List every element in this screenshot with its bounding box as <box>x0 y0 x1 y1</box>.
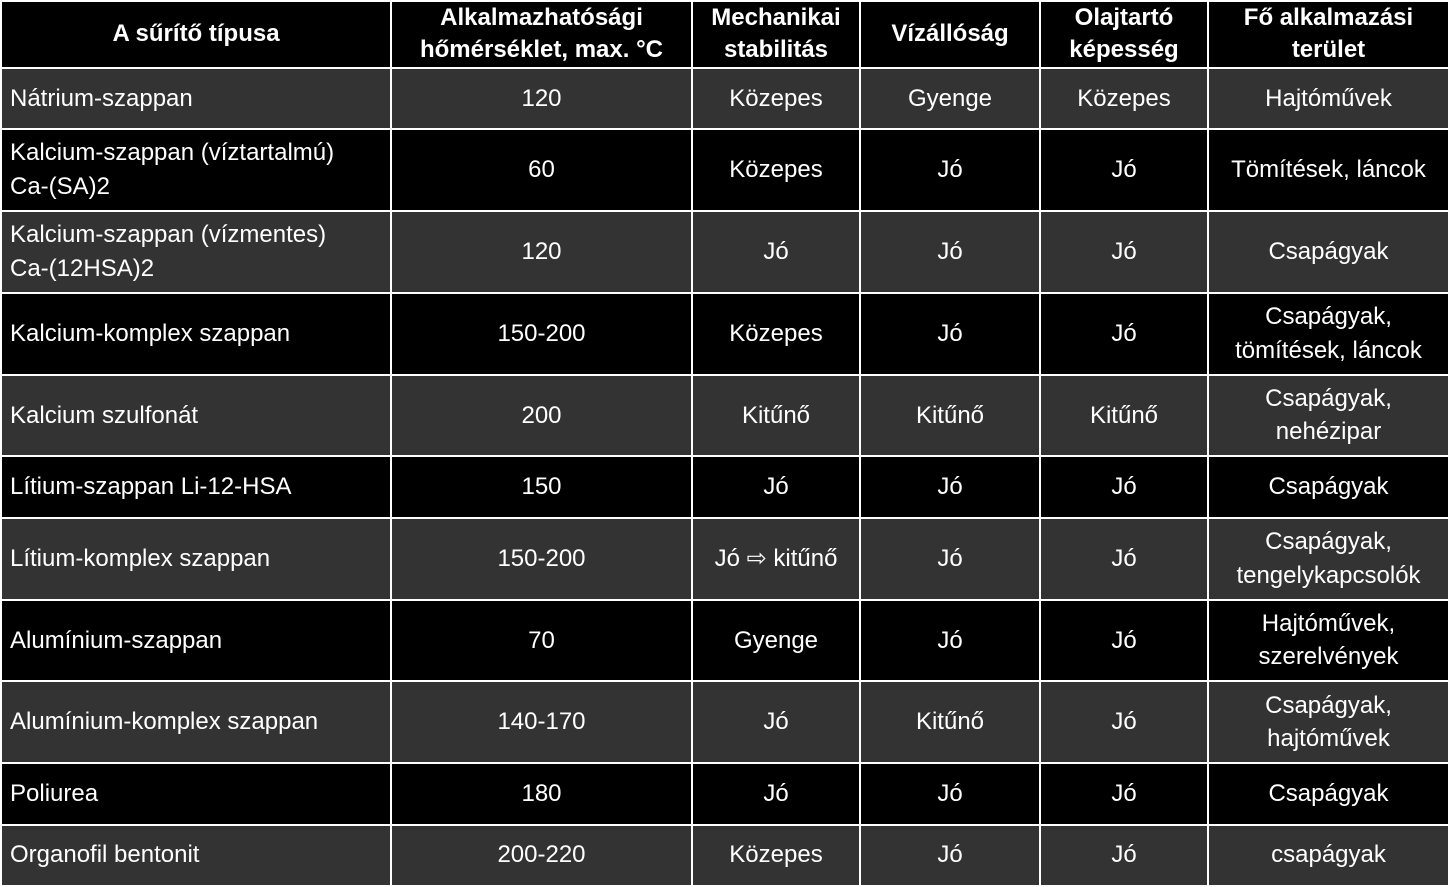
cell-thickener-type: Organofil bentonit <box>1 825 391 886</box>
cell-water-resistance: Jó <box>860 211 1040 293</box>
table-row <box>1 211 1448 293</box>
table-row <box>1 456 1448 517</box>
table-row <box>1 293 1448 375</box>
cell-max-temperature: 120 <box>391 211 692 293</box>
cell-main-application: Csapágyak, hajtóművek <box>1208 681 1448 763</box>
cell-mechanical-stability: Jó ⇨ kitűnő <box>692 518 860 600</box>
header-cell-max-temperature: Alkalmazhatósági hőmérséklet, max. °C <box>391 1 692 68</box>
cell-main-application: Csapágyak <box>1208 211 1448 293</box>
cell-oil-retention: Jó <box>1040 129 1208 211</box>
cell-main-application: Csapágyak <box>1208 456 1448 517</box>
cell-max-temperature: 150 <box>391 456 692 517</box>
cell-mechanical-stability: Jó <box>692 681 860 763</box>
cell-max-temperature: 60 <box>391 129 692 211</box>
cell-main-application: Hajtóművek <box>1208 68 1448 129</box>
cell-oil-retention: Jó <box>1040 763 1208 824</box>
cell-thickener-type: Lítium-komplex szappan <box>1 518 391 600</box>
cell-max-temperature: 180 <box>391 763 692 824</box>
cell-water-resistance: Gyenge <box>860 68 1040 129</box>
cell-main-application: Csapágyak, tengelykapcsolók <box>1208 518 1448 600</box>
cell-oil-retention: Jó <box>1040 600 1208 682</box>
cell-oil-retention: Jó <box>1040 293 1208 375</box>
header-cell-main-application: Fő alkalmazási terület <box>1208 1 1448 68</box>
header-cell-oil-retention: Olajtartó képesség <box>1040 1 1208 68</box>
cell-mechanical-stability: Közepes <box>692 68 860 129</box>
cell-thickener-type: Kalcium-szappan (vízmentes) Ca-(12HSA)2 <box>1 211 391 293</box>
cell-oil-retention: Közepes <box>1040 68 1208 129</box>
cell-thickener-type: Nátrium-szappan <box>1 68 391 129</box>
table-row <box>1 129 1448 211</box>
cell-mechanical-stability: Közepes <box>692 293 860 375</box>
cell-mechanical-stability: Közepes <box>692 129 860 211</box>
table-row <box>1 600 1448 682</box>
cell-max-temperature: 200-220 <box>391 825 692 886</box>
cell-water-resistance: Jó <box>860 825 1040 886</box>
cell-mechanical-stability: Kitűnő <box>692 375 860 457</box>
table-row <box>1 518 1448 600</box>
cell-max-temperature: 120 <box>391 68 692 129</box>
cell-oil-retention: Jó <box>1040 518 1208 600</box>
cell-thickener-type: Kalcium-komplex szappan <box>1 293 391 375</box>
cell-water-resistance: Jó <box>860 456 1040 517</box>
cell-water-resistance: Jó <box>860 293 1040 375</box>
cell-oil-retention: Jó <box>1040 456 1208 517</box>
table-row <box>1 681 1448 763</box>
cell-oil-retention: Jó <box>1040 681 1208 763</box>
cell-main-application: Csapágyak, tömítések, láncok <box>1208 293 1448 375</box>
cell-mechanical-stability: Jó <box>692 456 860 517</box>
cell-water-resistance: Kitűnő <box>860 681 1040 763</box>
cell-oil-retention: Kitűnő <box>1040 375 1208 457</box>
cell-thickener-type: Lítium-szappan Li-12-HSA <box>1 456 391 517</box>
cell-mechanical-stability: Gyenge <box>692 600 860 682</box>
cell-water-resistance: Kitűnő <box>860 375 1040 457</box>
table-row <box>1 763 1448 824</box>
table-row <box>1 375 1448 457</box>
cell-water-resistance: Jó <box>860 518 1040 600</box>
header-cell-thickener-type: A sűrítő típusa <box>1 1 391 68</box>
cell-main-application: Hajtóművek, szerelvények <box>1208 600 1448 682</box>
cell-main-application: Tömítések, láncok <box>1208 129 1448 211</box>
cell-mechanical-stability: Jó <box>692 211 860 293</box>
table-row <box>1 825 1448 886</box>
cell-water-resistance: Jó <box>860 600 1040 682</box>
cell-max-temperature: 140-170 <box>391 681 692 763</box>
cell-mechanical-stability: Közepes <box>692 825 860 886</box>
cell-main-application: Csapágyak, nehézipar <box>1208 375 1448 457</box>
cell-thickener-type: Alumínium-szappan <box>1 600 391 682</box>
cell-thickener-type: Kalcium-szappan (víztartalmú) Ca-(SA)2 <box>1 129 391 211</box>
header-cell-water-resistance: Vízállóság <box>860 1 1040 68</box>
cell-thickener-type: Poliurea <box>1 763 391 824</box>
cell-water-resistance: Jó <box>860 129 1040 211</box>
cell-max-temperature: 70 <box>391 600 692 682</box>
cell-oil-retention: Jó <box>1040 825 1208 886</box>
cell-mechanical-stability: Jó <box>692 763 860 824</box>
cell-max-temperature: 150-200 <box>391 518 692 600</box>
header-row <box>1 1 1448 68</box>
cell-thickener-type: Alumínium-komplex szappan <box>1 681 391 763</box>
cell-main-application: csapágyak <box>1208 825 1448 886</box>
cell-max-temperature: 150-200 <box>391 293 692 375</box>
table-row <box>1 68 1448 129</box>
cell-thickener-type: Kalcium szulfonát <box>1 375 391 457</box>
cell-oil-retention: Jó <box>1040 211 1208 293</box>
header-cell-mechanical-stability: Mechanikai stabilitás <box>692 1 860 68</box>
cell-max-temperature: 200 <box>391 375 692 457</box>
cell-water-resistance: Jó <box>860 763 1040 824</box>
cell-main-application: Csapágyak <box>1208 763 1448 824</box>
